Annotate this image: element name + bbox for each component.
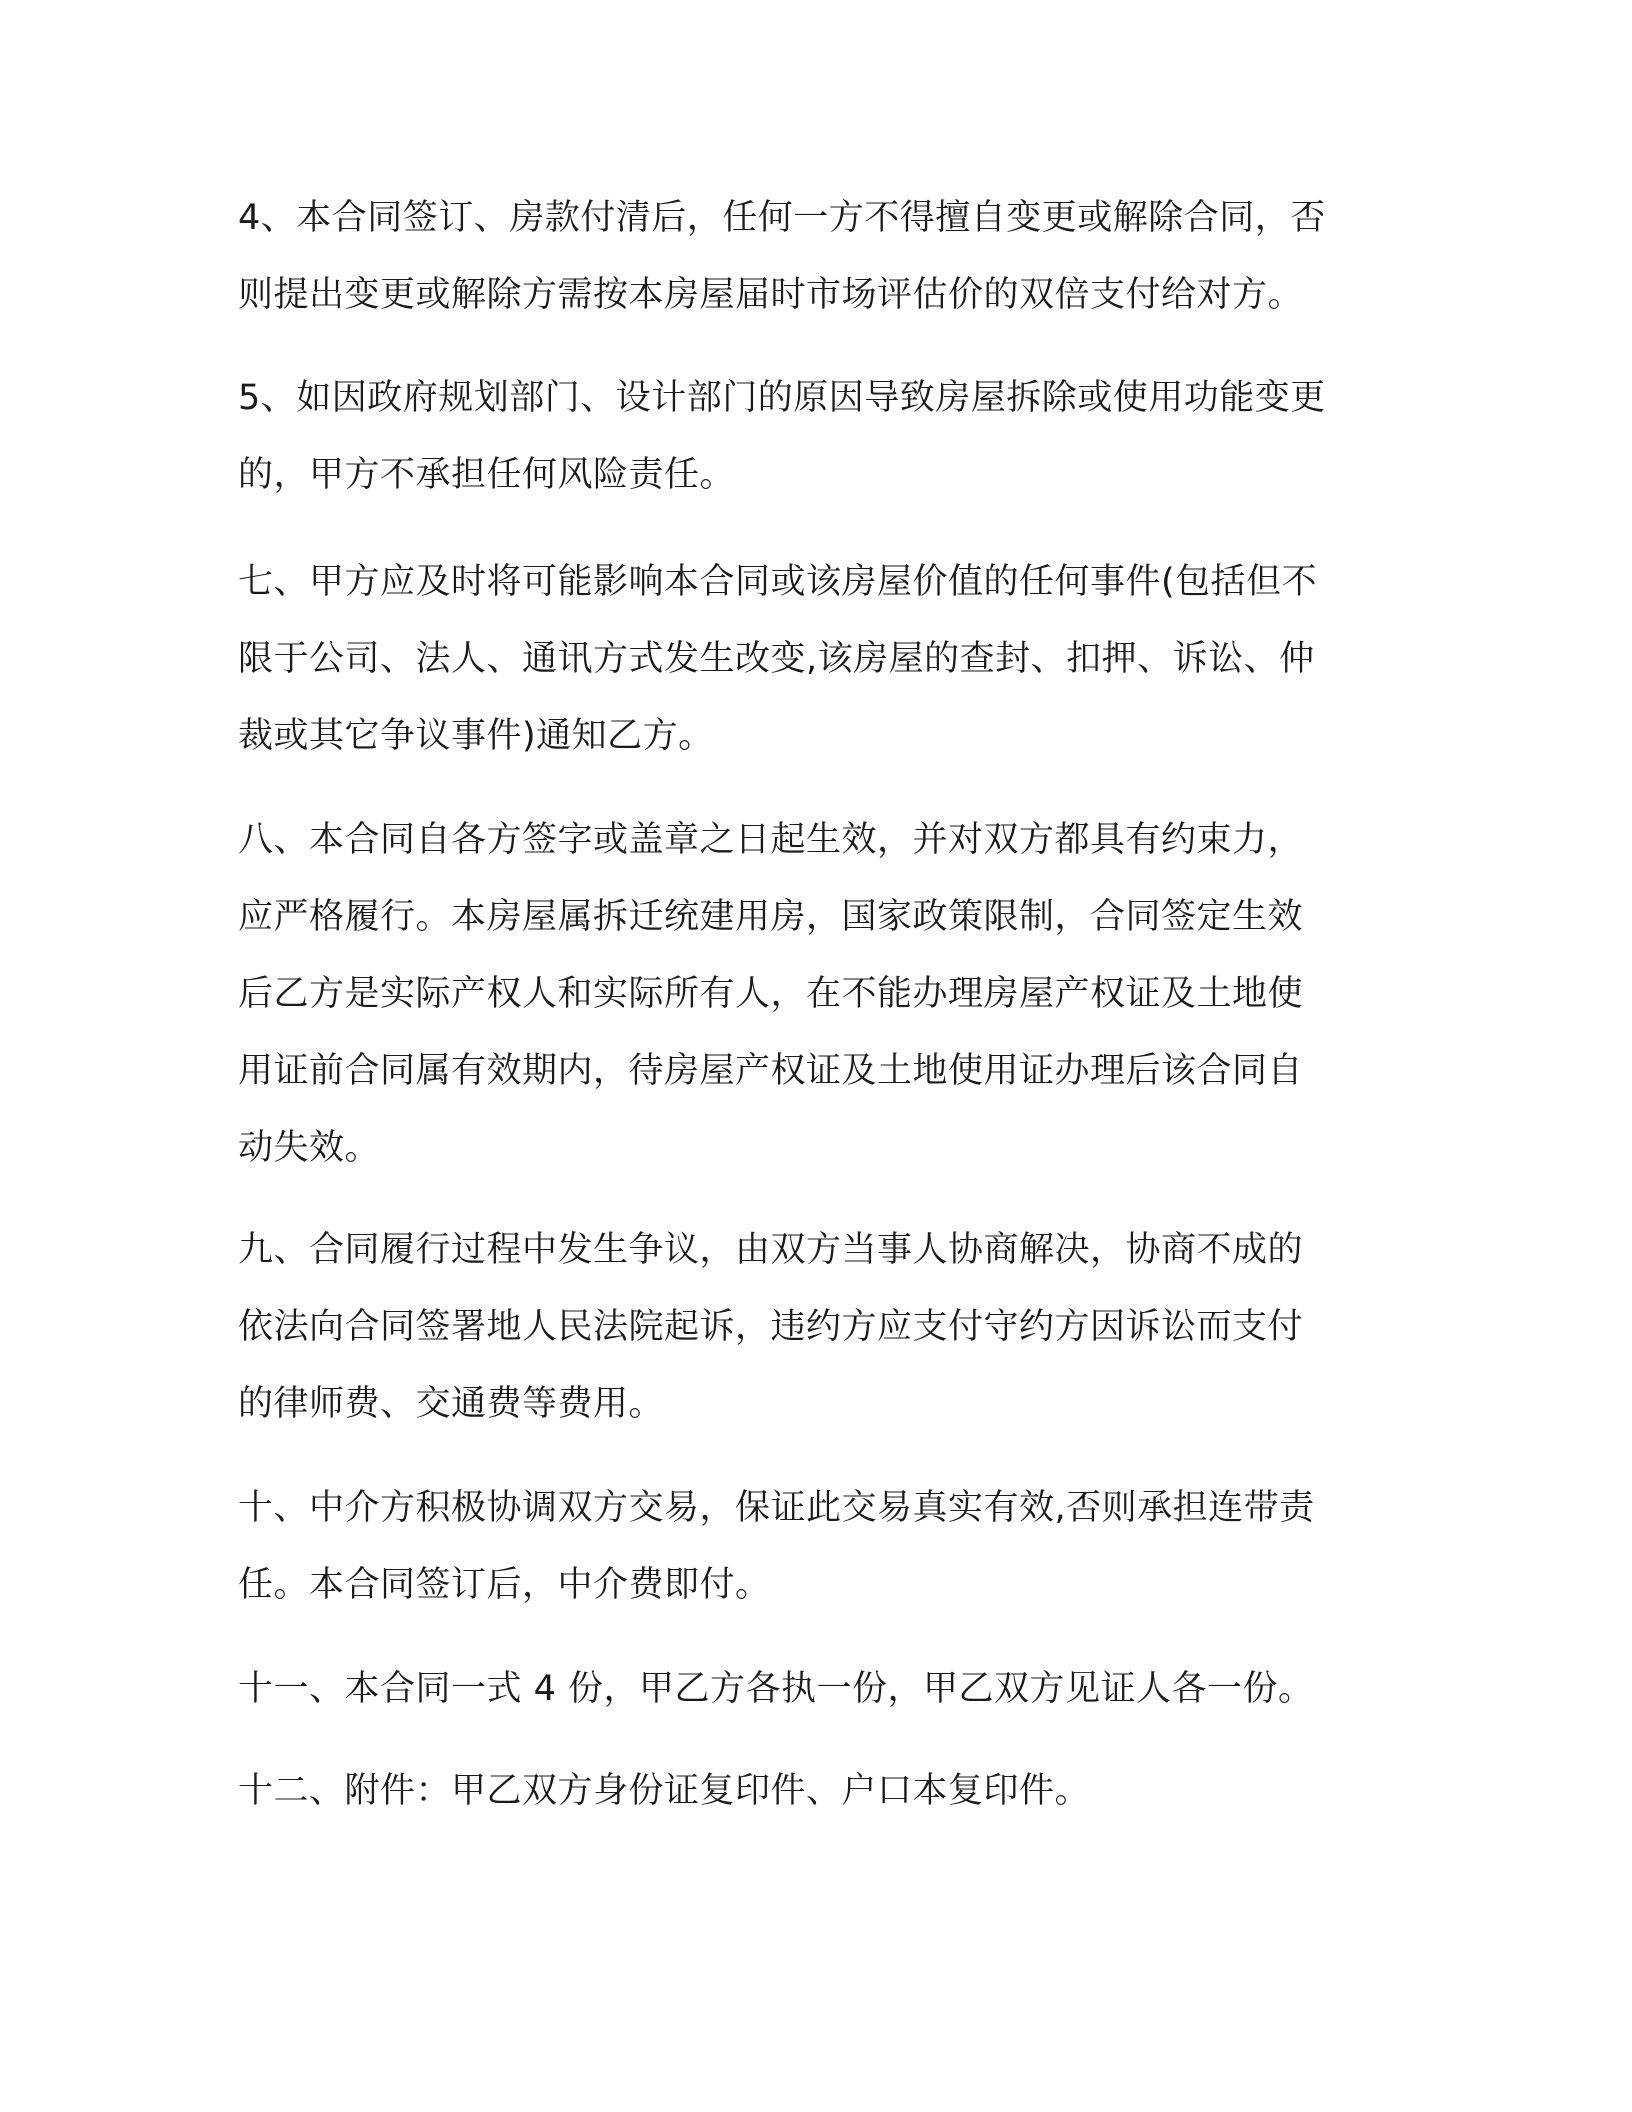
clause-11: 十一、本合同一式 4 份，甲乙方各执一份，甲乙双方见证人各一份。: [238, 1669, 1314, 1709]
clause-9: 九、合同履行过程中发生争议，由双方当事人协商解决，协商不成的 依法向合同签署地人民法院起诉，违约方应支付守约方因诉讼而支付 的律师费、交通费等费用。: [238, 1230, 1304, 1424]
clause-12: 十二、附件：甲乙双方身份证复印件、户口本复印件。: [238, 1771, 1091, 1811]
clause-10: 十、中介方积极协调双方交易，保证此交易真实有效,否则承担连带责 任。本合同签订后，中介费即付。: [238, 1488, 1315, 1605]
clause-5: 5、如因政府规划部门、设计部门的原因导致房屋拆除或使用功能变更 的，甲方不承担任何风险责任。: [238, 378, 1326, 495]
clause-4: 4、本合同签订、房款付清后，任何一方不得擅自变更或解除合同，否 则提出变更或解除方需按本房屋届时市场评估价的双倍支付给对方。: [238, 198, 1326, 315]
clause-8: 八、本合同自各方签字或盖章之日起生效，并对双方都具有约束力， 应严格履行。本房屋属拆迁统建用房，国家政策限制，合同签定生效 后乙方是实际产权人和实际所有人，在不能办理房屋产权证及土地使 用证前合同属有效期内，待房屋产权证及土地使用证办理后该合同自 动失效。: [238, 820, 1304, 1168]
clause-7: 七、甲方应及时将可能影响本合同或该房屋价值的任何事件(包括但不 限于公司、法人、通讯方式发生改变,该房屋的查封、扣押、诉讼、仲 裁或其它争议事件)通知乙方。: [238, 562, 1318, 756]
